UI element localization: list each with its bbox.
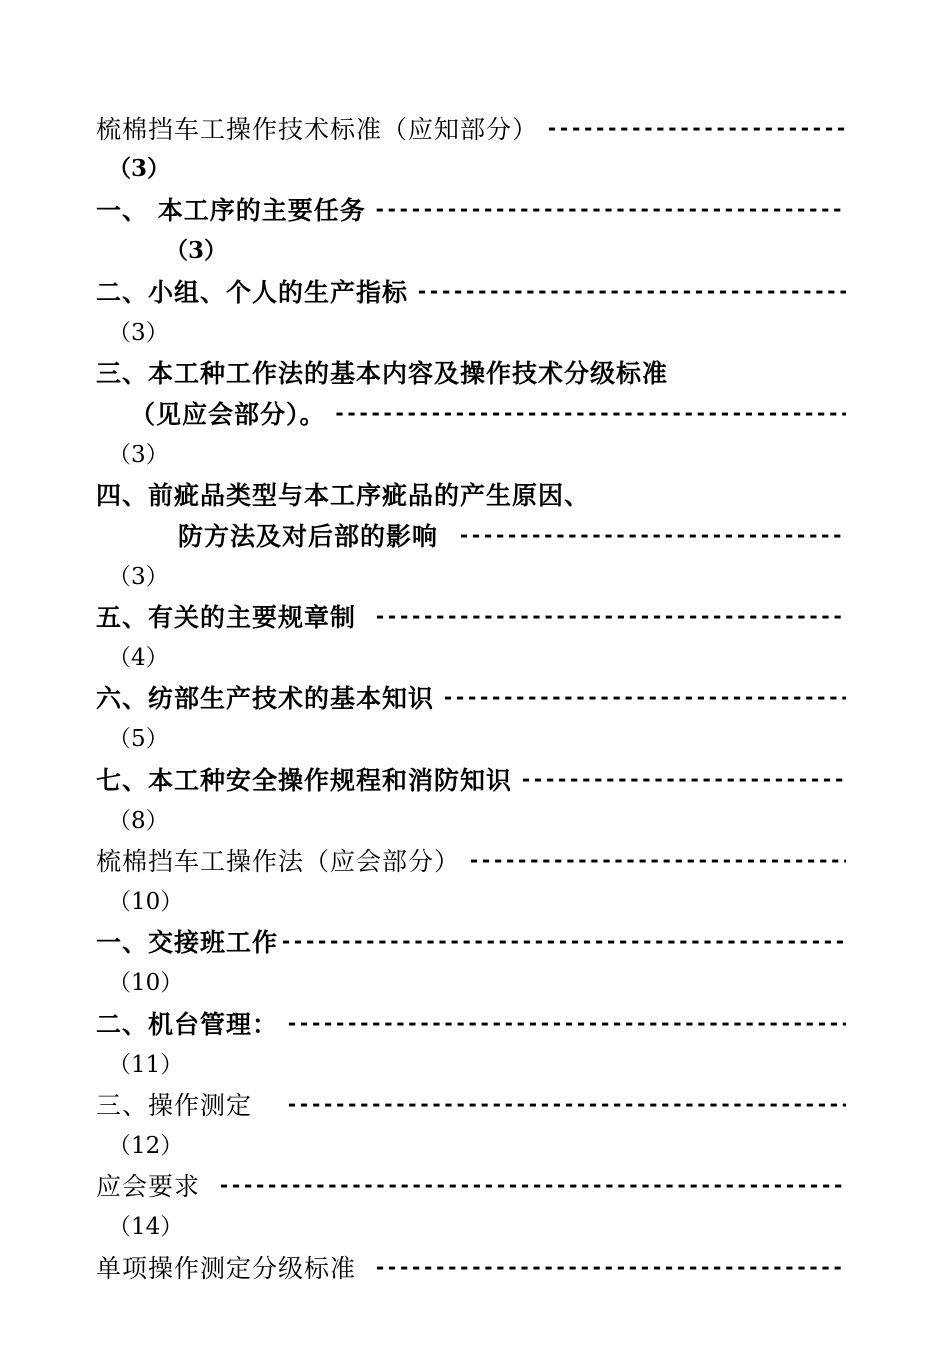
dot-leader [334,401,846,425]
dot-leader [416,279,846,303]
toc-entry-page: （12） [108,1132,184,1159]
toc-entry-title: 单项操作测定分级标准 [96,1254,357,1283]
dot-leader [442,685,846,709]
dot-leader [374,1255,846,1279]
toc-entry-title: 三、操作测定 [96,1091,253,1120]
toc-entry-7 [96,759,846,799]
dot-leader [374,604,846,628]
toc-entry-page: （3） [108,319,169,346]
toc-entry-title: 梳棉挡车工操作技术标准（应知部分） [96,115,539,144]
toc-entry-title: 五、有关的主要规章制 [96,603,357,632]
dot-leader [218,1173,846,1197]
toc-entry-6 [96,677,846,717]
toc-entry-4-continuation [178,515,846,555]
dot-leader [468,848,846,872]
toc-entry-10 [96,1003,846,1043]
toc-entry-title: 三、本工种工作法的基本内容及操作技术分级标准 [96,359,669,388]
toc-entry-title: 六、纺部生产技术的基本知识 [96,684,435,713]
toc-entry-0 [96,108,846,148]
toc-entry-page: （3） [165,236,228,264]
dot-leader [286,1092,846,1116]
toc-entry-page: （5） [108,725,169,752]
toc-entry-page: （3） [108,441,169,468]
dot-leader [286,1011,846,1035]
toc-entry-4 [96,474,846,514]
toc-entry-page: （4） [108,644,169,671]
toc-entry-title: 梳棉挡车工操作法（应会部分） [96,847,461,876]
toc-entry-page: （3） [108,563,169,590]
toc-entry-9 [96,921,846,961]
toc-entry-continuation: （见应会部分）。 [130,400,326,429]
toc-entry-3-continuation [130,393,846,433]
toc-entry-11 [96,1084,846,1124]
toc-entry-title: 一、 本工序的主要任务 [96,196,366,225]
toc-entry-page: （14） [108,1213,184,1240]
dot-leader [520,767,846,791]
toc-entry-2 [96,271,846,311]
dot-leader [546,116,846,140]
toc-entry-page: （10） [108,969,184,996]
toc-entry-3 [96,352,846,392]
toc-entry-title: 二、机台管理： [96,1010,279,1039]
dot-leader [280,929,846,953]
dot-leader [374,197,846,221]
dot-leader [458,523,846,547]
toc-entry-page: （3） [108,154,171,182]
toc-entry-title: 四、前疵品类型与本工序疵品的产生原因、 [96,481,591,510]
toc-entry-1 [96,189,846,229]
toc-entry-title: 二、小组、个人的生产指标 [96,278,409,307]
toc-entry-title: 一、交接班工作 [96,928,279,957]
toc-entry-page: （8） [108,807,169,834]
toc-entry-title: 七、本工种安全操作规程和消防知识 [96,766,513,795]
toc-entry-page: （11） [108,1051,184,1078]
toc-entry-5 [96,596,846,636]
toc-entry-page: （10） [108,888,184,915]
toc-entry-12 [96,1165,846,1205]
toc-entry-title: 应会要求 [96,1172,201,1201]
toc-entry-8 [96,840,846,880]
toc-entry-13 [96,1247,846,1287]
toc-entry-continuation: 防方法及对后部的影响 [178,522,439,551]
